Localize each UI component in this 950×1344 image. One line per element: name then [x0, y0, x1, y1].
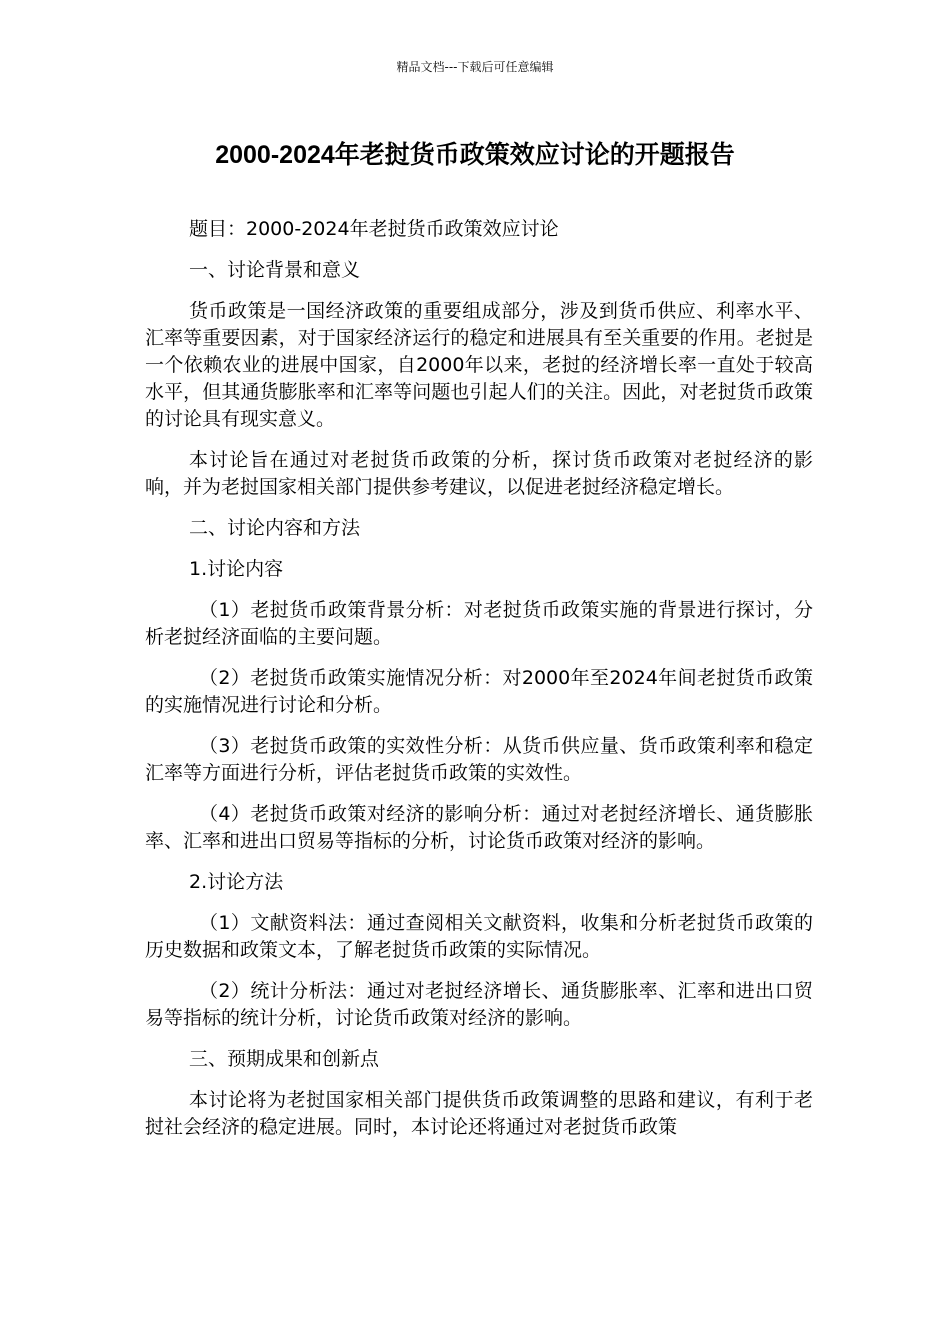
method-item-2: （2）统计分析法：通过对老挝经济增长、通货膨胀率、汇率和进出口贸易等指标的统计分析，讨论货币政策对经济的影响。	[145, 980, 813, 1029]
method-item-1: （1）文献资料法：通过查阅相关文献资料，收集和分析老挝货币政策的历史数据和政策文本，了解老挝货币政策的实际情况。	[145, 912, 813, 961]
subheading-content: 1.讨论内容	[189, 558, 284, 580]
background-paragraph: 货币政策是一国经济政策的重要组成部分，涉及到货币供应、利率水平、汇率等重要因素，对于国家经济运行的稳定和进展具有至关重要的作用。老挝是一个依赖农业的进展中国家，自2000年以来，老挝的经济增长率一直处于较高水平，但其通货膨胀率和汇率等问题也引起人们的关注。因此，对老挝货币政策的讨论具有现实意义。	[145, 300, 813, 430]
page-header-note: 精品文档---下载后可任意编辑	[396, 60, 554, 74]
section-heading-outcomes: 三、预期成果和创新点	[189, 1048, 380, 1070]
section-heading-content-methods: 二、讨论内容和方法	[189, 517, 361, 539]
document-body	[145, 216, 813, 1155]
section-heading-background: 一、讨论背景和意义	[189, 259, 361, 281]
subheading-methods: 2.讨论方法	[189, 871, 284, 893]
content-item-1: （1）老挝货币政策背景分析：对老挝货币政策实施的背景进行探讨，分析老挝经济面临的主要问题。	[145, 599, 813, 648]
content-item-4: （4）老挝货币政策对经济的影响分析：通过对老挝经济增长、通货膨胀率、汇率和进出口贸易等指标的分析，讨论货币政策对经济的影响。	[145, 803, 813, 852]
document-title: 2000-2024年老挝货币政策效应讨论的开题报告	[215, 141, 735, 169]
content-item-2: （2）老挝货币政策实施情况分析：对2000年至2024年间老挝货币政策的实施情况进行讨论和分析。	[145, 667, 813, 716]
subject-line: 题目：2000-2024年老挝货币政策效应讨论	[189, 218, 559, 240]
purpose-paragraph: 本讨论旨在通过对老挝货币政策的分析，探讨货币政策对老挝经济的影响，并为老挝国家相关部门提供参考建议，以促进老挝经济稳定增长。	[145, 449, 813, 498]
content-item-3: （3）老挝货币政策的实效性分析：从货币供应量、货币政策利率和稳定汇率等方面进行分析，评估老挝货币政策的实效性。	[145, 735, 813, 784]
outcomes-paragraph: 本讨论将为老挝国家相关部门提供货币政策调整的思路和建议，有利于老挝社会经济的稳定进展。同时，本讨论还将通过对老挝货币政策	[145, 1089, 813, 1138]
